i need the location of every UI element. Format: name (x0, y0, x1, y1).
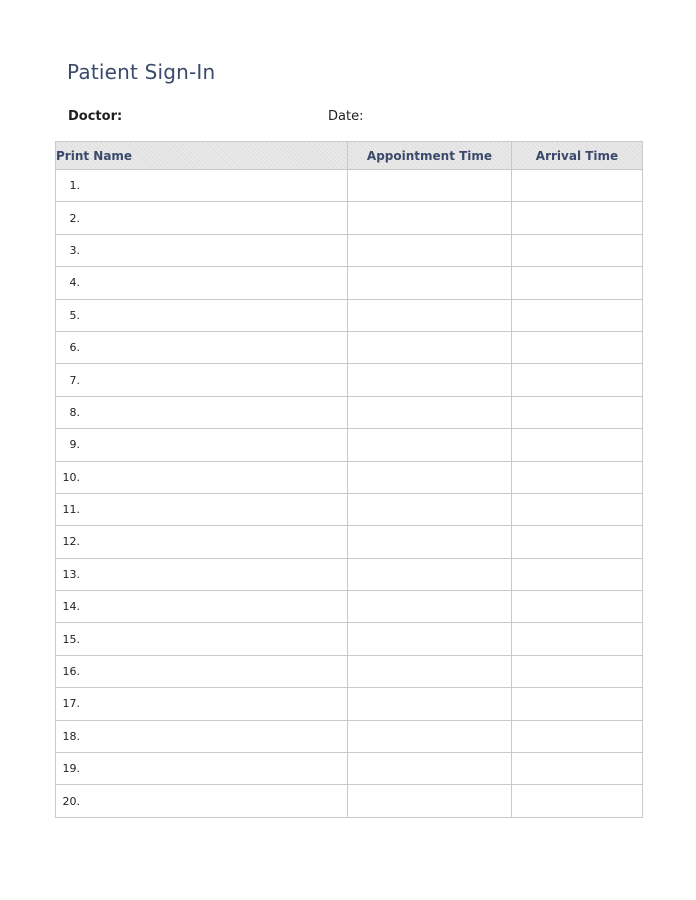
table-row (56, 170, 643, 202)
table-row (56, 396, 643, 428)
arrival-time-cell[interactable] (512, 234, 643, 266)
arrival-time-cell[interactable] (512, 331, 643, 363)
arrival-time-cell[interactable] (512, 753, 643, 785)
arrival-time-cell[interactable] (512, 720, 643, 752)
appointment-time-cell[interactable] (348, 655, 512, 687)
row-number: 8. (69, 405, 80, 419)
arrival-time-cell[interactable] (512, 267, 643, 299)
row-number: 10. (62, 470, 80, 484)
row-number: 4. (69, 276, 80, 290)
print-name-cell[interactable] (56, 331, 348, 363)
arrival-time-cell[interactable] (512, 429, 643, 461)
print-name-cell[interactable] (56, 785, 348, 817)
print-name-cell[interactable] (56, 720, 348, 752)
print-name-cell[interactable] (56, 461, 348, 493)
print-name-cell[interactable] (56, 396, 348, 428)
row-number: 15. (62, 632, 80, 646)
appointment-time-cell[interactable] (348, 785, 512, 817)
print-name-cell[interactable] (56, 591, 348, 623)
arrival-time-cell[interactable] (512, 396, 643, 428)
appointment-time-cell[interactable] (348, 364, 512, 396)
table-row (56, 234, 643, 266)
row-number: 6. (69, 341, 80, 355)
row-number: 2. (69, 211, 80, 225)
appointment-time-cell[interactable] (348, 461, 512, 493)
appointment-time-cell[interactable] (348, 234, 512, 266)
table-row (56, 429, 643, 461)
arrival-time-cell[interactable] (512, 558, 643, 590)
appointment-time-cell[interactable] (348, 720, 512, 752)
print-name-cell[interactable] (56, 655, 348, 687)
table-row (56, 364, 643, 396)
print-name-header: Print Name (56, 142, 348, 170)
appointment-time-cell[interactable] (348, 396, 512, 428)
print-name-cell[interactable] (56, 429, 348, 461)
appointment-time-cell[interactable] (348, 331, 512, 363)
row-number: 18. (62, 729, 80, 743)
arrival-time-cell[interactable] (512, 364, 643, 396)
table-row (56, 299, 643, 331)
table-row (56, 591, 643, 623)
arrival-time-cell[interactable] (512, 623, 643, 655)
appointment-time-cell[interactable] (348, 753, 512, 785)
arrival-time-cell[interactable] (512, 202, 643, 234)
table-row (56, 623, 643, 655)
table-row (56, 461, 643, 493)
print-name-cell[interactable] (56, 364, 348, 396)
appointment-time-cell[interactable] (348, 202, 512, 234)
table-row (56, 202, 643, 234)
appointment-time-cell[interactable] (348, 493, 512, 525)
arrival-time-cell[interactable] (512, 655, 643, 687)
row-number: 11. (62, 503, 80, 517)
arrival-time-cell[interactable] (512, 526, 643, 558)
print-name-cell[interactable] (56, 558, 348, 590)
table-header-row (56, 142, 643, 170)
date-label: Date: (328, 109, 364, 124)
table-row (56, 493, 643, 525)
page-title: Patient Sign-In (67, 60, 216, 84)
row-number: 14. (62, 600, 80, 614)
row-number: 5. (69, 308, 80, 322)
table-row (56, 267, 643, 299)
appointment-time-cell[interactable] (348, 267, 512, 299)
row-number: 20. (62, 794, 80, 808)
row-number: 9. (69, 438, 80, 452)
print-name-cell[interactable] (56, 526, 348, 558)
table-row (56, 558, 643, 590)
row-number: 13. (62, 567, 80, 581)
appointment-time-cell[interactable] (348, 526, 512, 558)
table-body (56, 170, 643, 818)
arrival-time-cell[interactable] (512, 688, 643, 720)
appointment-time-cell[interactable] (348, 591, 512, 623)
arrival-time-cell[interactable] (512, 785, 643, 817)
print-name-cell[interactable] (56, 753, 348, 785)
arrival-time-cell[interactable] (512, 493, 643, 525)
print-name-cell[interactable] (56, 493, 348, 525)
table-row (56, 526, 643, 558)
row-number: 1. (69, 179, 80, 193)
row-number: 12. (62, 535, 80, 549)
appointment-time-cell[interactable] (348, 623, 512, 655)
print-name-cell[interactable] (56, 623, 348, 655)
table-row (56, 688, 643, 720)
arrival-time-cell[interactable] (512, 170, 643, 202)
appointment-time-cell[interactable] (348, 558, 512, 590)
table-row (56, 655, 643, 687)
appointment-time-header: Appointment Time (348, 142, 512, 170)
arrival-time-cell[interactable] (512, 299, 643, 331)
appointment-time-cell[interactable] (348, 170, 512, 202)
appointment-time-cell[interactable] (348, 688, 512, 720)
arrival-time-cell[interactable] (512, 591, 643, 623)
row-number: 19. (62, 762, 80, 776)
table-row (56, 753, 643, 785)
sign-in-table (55, 141, 643, 818)
table-row (56, 785, 643, 817)
row-number: 17. (62, 697, 80, 711)
arrival-time-cell[interactable] (512, 461, 643, 493)
appointment-time-cell[interactable] (348, 299, 512, 331)
row-number: 3. (69, 243, 80, 257)
print-name-cell[interactable] (56, 267, 348, 299)
row-number: 7. (69, 373, 80, 387)
appointment-time-cell[interactable] (348, 429, 512, 461)
print-name-cell[interactable] (56, 299, 348, 331)
doctor-label: Doctor: (68, 109, 123, 124)
print-name-cell[interactable] (56, 170, 348, 202)
row-number: 16. (62, 665, 80, 679)
table-row (56, 720, 643, 752)
arrival-time-header: Arrival Time (512, 142, 643, 170)
print-name-cell[interactable] (56, 234, 348, 266)
print-name-cell[interactable] (56, 202, 348, 234)
print-name-cell[interactable] (56, 688, 348, 720)
table-row (56, 331, 643, 363)
